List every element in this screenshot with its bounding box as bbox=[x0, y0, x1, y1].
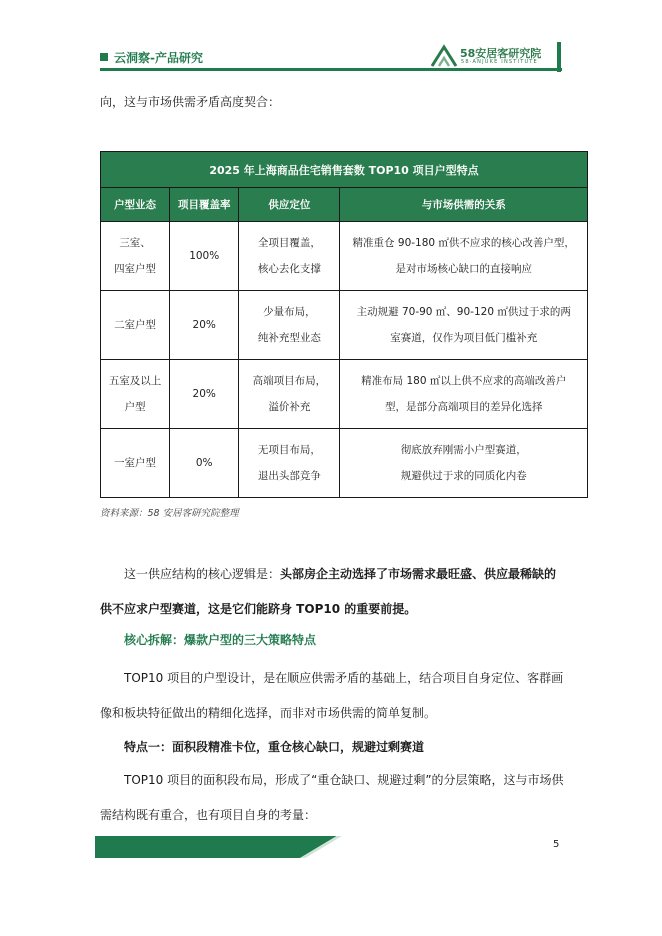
unit-type-table bbox=[100, 151, 588, 498]
cell-position: 全项目覆盖， 核心去化支撑 bbox=[239, 222, 340, 291]
cell-position: 少量布局， 纯补充型业态 bbox=[239, 291, 340, 360]
cell-type: 五室及以上 户型 bbox=[101, 360, 170, 429]
cell-type: 三室、 四室户型 bbox=[101, 222, 170, 291]
logo bbox=[430, 42, 565, 70]
table-row bbox=[101, 360, 588, 429]
table-source: 资料来源：58 安居客研究院整理 bbox=[100, 508, 239, 519]
cell-coverage: 0% bbox=[170, 429, 239, 498]
paragraph-area-layout: TOP10 项目的面积段布局，形成了“重仓缺口、规避过剩”的分层策略，这与市场供需结构既有重合，也有项目自身的考量： bbox=[100, 773, 564, 822]
cell-coverage: 100% bbox=[170, 222, 239, 291]
cell-type: 一室户型 bbox=[101, 429, 170, 498]
logo-cn: 58安居客研究院 bbox=[460, 47, 542, 60]
header-title: 云洞察-产品研究 bbox=[114, 51, 203, 65]
intro-line: 向，这与市场供需矛盾高度契合： bbox=[100, 95, 281, 109]
cell-position: 高端项目布局， 溢价补充 bbox=[239, 360, 340, 429]
table-row bbox=[101, 429, 588, 498]
logo-en: 58·ANJUKE INSTITUTE bbox=[461, 59, 538, 65]
feature-heading: 特点一：面积段精准卡位，重仓核心缺口，规避过剩赛道 bbox=[124, 740, 425, 754]
cell-position: 无项目布局， 退出头部竞争 bbox=[239, 429, 340, 498]
cell-relation: 主动规避 70-90 ㎡、90-120 ㎡供过于求的两 室赛道，仅作为项目低门槛补充 bbox=[340, 291, 588, 360]
cell-relation: 彻底放弃刚需小户型赛道， 规避供过于求的同质化内卷 bbox=[340, 429, 588, 498]
cell-coverage: 20% bbox=[170, 360, 239, 429]
column-header: 户型业态 bbox=[101, 188, 170, 222]
table-row bbox=[101, 222, 588, 291]
column-header: 供应定位 bbox=[239, 188, 340, 222]
paragraph-core-logic: 这一供应结构的核心逻辑是：头部房企主动选择了市场需求最旺盛、供应最稀缺的供不应求户型赛道，这是它们能跻身 TOP10 的重要前提。 bbox=[100, 567, 557, 616]
section-heading: 核心拆解：爆款户型的三大策略特点 bbox=[124, 633, 317, 647]
cell-type: 二室户型 bbox=[101, 291, 170, 360]
house-logo-icon bbox=[430, 44, 458, 68]
cell-coverage: 20% bbox=[170, 291, 239, 360]
column-header: 与市场供需的关系 bbox=[340, 188, 588, 222]
page-number: 5 bbox=[553, 839, 560, 850]
column-header: 项目覆盖率 bbox=[170, 188, 239, 222]
cell-relation: 精准布局 180 ㎡以上供不应求的高端改善户 型，是部分高端项目的差异化选择 bbox=[340, 360, 588, 429]
footer-band-light bbox=[300, 836, 562, 858]
logo-divider bbox=[557, 42, 561, 72]
paragraph-design: TOP10 项目的户型设计，是在顺应供需矛盾的基础上，结合项目自身定位、客群画像和板块特征做出的精细化选择，而非对市场供需的简单复制。 bbox=[100, 671, 564, 720]
table-caption: 2025 年上海商品住宅销售套数 TOP10 项目户型特点 bbox=[101, 152, 588, 188]
header-square-icon bbox=[100, 53, 108, 61]
table-row bbox=[101, 291, 588, 360]
cell-relation: 精准重仓 90-180 ㎡供不应求的核心改善户型， 是对市场核心缺口的直接响应 bbox=[340, 222, 588, 291]
